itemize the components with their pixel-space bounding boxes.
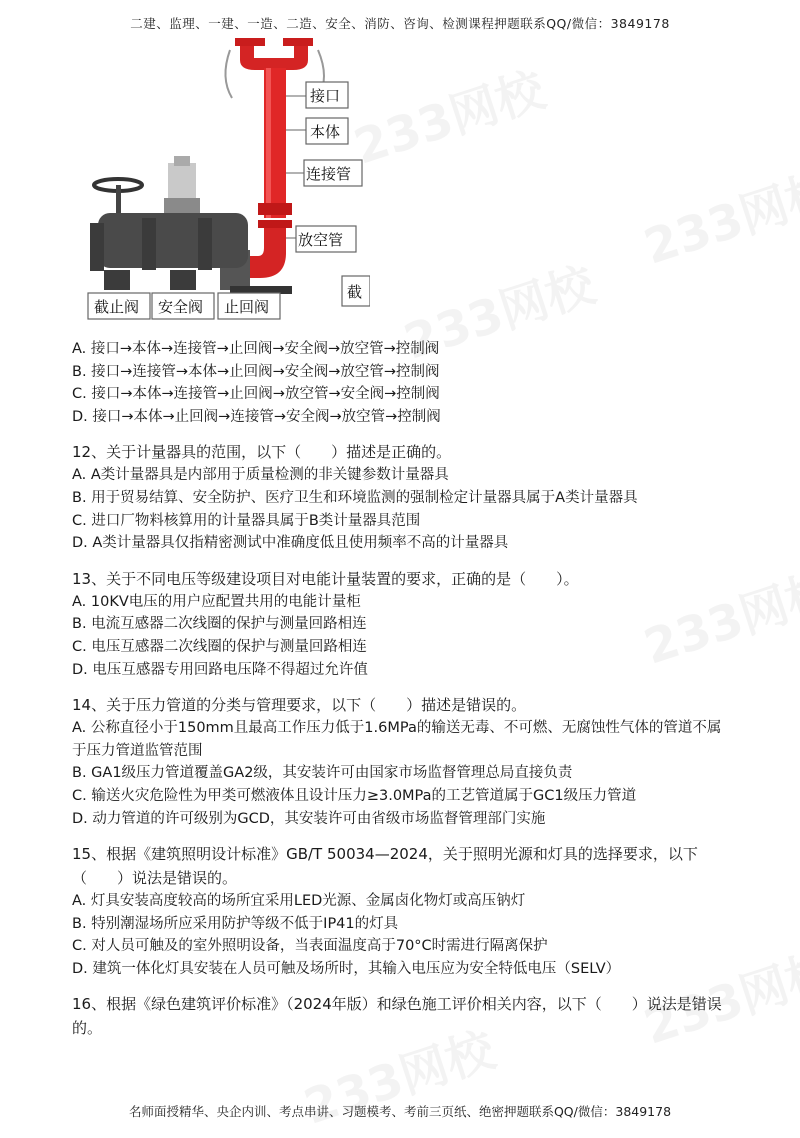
label-stop-valve: 截止阀: [94, 298, 140, 316]
page-header: 二建、监理、一建、一造、二造、安全、消防、咨询、检测课程押题联系QQ/微信：3849178: [130, 16, 670, 31]
q16-stem: 16、根据《绿色建筑评价标准》（2024年版）和绿色施工评价相关内容，以下（ ）说法是错误的。: [72, 995, 722, 1038]
q12-option-c: C. 进口厂物料核算用的计量器具属于B类计量器具范围: [72, 512, 421, 529]
q11-option-b: B. 接口→连接管→本体→止回阀→安全阀→放空管→控制阀: [72, 363, 440, 380]
page-footer: 名师面授精华、央企内训、考点串讲、习题模考、考前三页纸、绝密押题联系QQ/微信：3849178: [128, 1104, 672, 1119]
question-15: [72, 842, 732, 980]
label-interface: 接口: [310, 87, 341, 105]
q15-stem: 15、根据《建筑照明设计标准》GB/T 50034—2024，关于照明光源和灯具的选择要求，以下（ ）说法是错误的。: [72, 845, 698, 888]
q15-option-c: C. 对人员可触及的室外照明设备，当表面温度高于70°C时需进行隔离保护: [72, 938, 548, 955]
q13-option-b: B. 电流互感器二次线圈的保护与测量回路相连: [72, 616, 367, 633]
q12-option-a: A. A类计量器具是内部用于质量检测的非关键参数计量器具: [72, 467, 449, 484]
q14-option-b: B. GA1级压力管道覆盖GA2级，其安装许可由国家市场监督管理总局直接负责: [72, 765, 573, 782]
question-12: [72, 440, 732, 554]
q11-option-a: A. 接口→本体→连接管→止回阀→安全阀→放空管→控制阀: [72, 341, 440, 357]
label-check-valve: 止回阀: [224, 298, 270, 316]
q13-option-c: C. 电压互感器二次线圈的保护与测量回路相连: [72, 638, 367, 655]
q14-option-d: D. 动力管道的许可级别为GCD，其安装许可由省级市场监督管理部门实施: [72, 810, 546, 827]
q14-option-c: C. 输送火灾危险性为甲类可燃液体且设计压力≥3.0MPa的工艺管道属于GC1级压力管道: [72, 787, 637, 804]
label-safety-valve: 安全阀: [158, 298, 204, 316]
question-14: [72, 693, 732, 830]
q12-stem: 12、关于计量器具的范围，以下（ ）描述是正确的。: [72, 443, 452, 462]
q13-stem: 13、关于不同电压等级建设项目对电能计量装置的要求，正确的是（ ）。: [72, 569, 579, 588]
label-connecting-pipe: 连接管: [306, 165, 352, 183]
q11-option-c: C. 接口→本体→连接管→止回阀→放空管→安全阀→控制阀: [72, 386, 440, 403]
watermark: [634, 151, 800, 277]
q15-option-d: D. 建筑一体化灯具安装在人员可触及场所时，其输入电压应为安全特低电压（SELV）: [72, 960, 621, 977]
q15-option-a: A. 灯具安装高度较高的场所宜采用LED光源、金属卤化物灯或高压钠灯: [72, 893, 526, 910]
q15-option-b: B. 特别潮湿场所应采用防护等级不低于IP41的灯具: [72, 915, 399, 932]
question-content: [72, 338, 732, 1040]
q13-option-d: D. 电压互感器专用回路电压降不得超过允许值: [72, 661, 368, 678]
q12-option-d: D. A类计量器具仅指精密测试中准确度低且使用频率不高的计量器具: [72, 535, 509, 552]
q13-option-a: A. 10KV电压的用户应配置共用的电能计量柜: [72, 593, 361, 610]
question-16: [72, 992, 732, 1040]
fire-pump-adapter-figure: [80, 38, 370, 324]
label-vent-pipe: 放空管: [298, 231, 344, 249]
q12-option-b: B. 用于贸易结算、安全防护、医疗卫生和环境监测的强制检定计量器具属于A类计量器具: [72, 489, 638, 506]
q14-option-a: A. 公称直径小于150mm且最高工作压力低于1.6MPa的输送无毒、不可燃、无腐蚀性气体的管道不属于压力管道监管范围: [72, 720, 722, 759]
q11-option-d: D. 接口→本体→止回阀→连接管→安全阀→放空管→控制阀: [72, 408, 441, 425]
q11-options: [72, 338, 732, 428]
watermark: [344, 51, 552, 177]
q14-stem: 14、关于压力管道的分类与管理要求，以下（ ）描述是错误的。: [72, 696, 527, 715]
label-body: 本体: [310, 123, 341, 141]
label-cut: 截: [347, 283, 363, 301]
question-13: [72, 567, 732, 681]
